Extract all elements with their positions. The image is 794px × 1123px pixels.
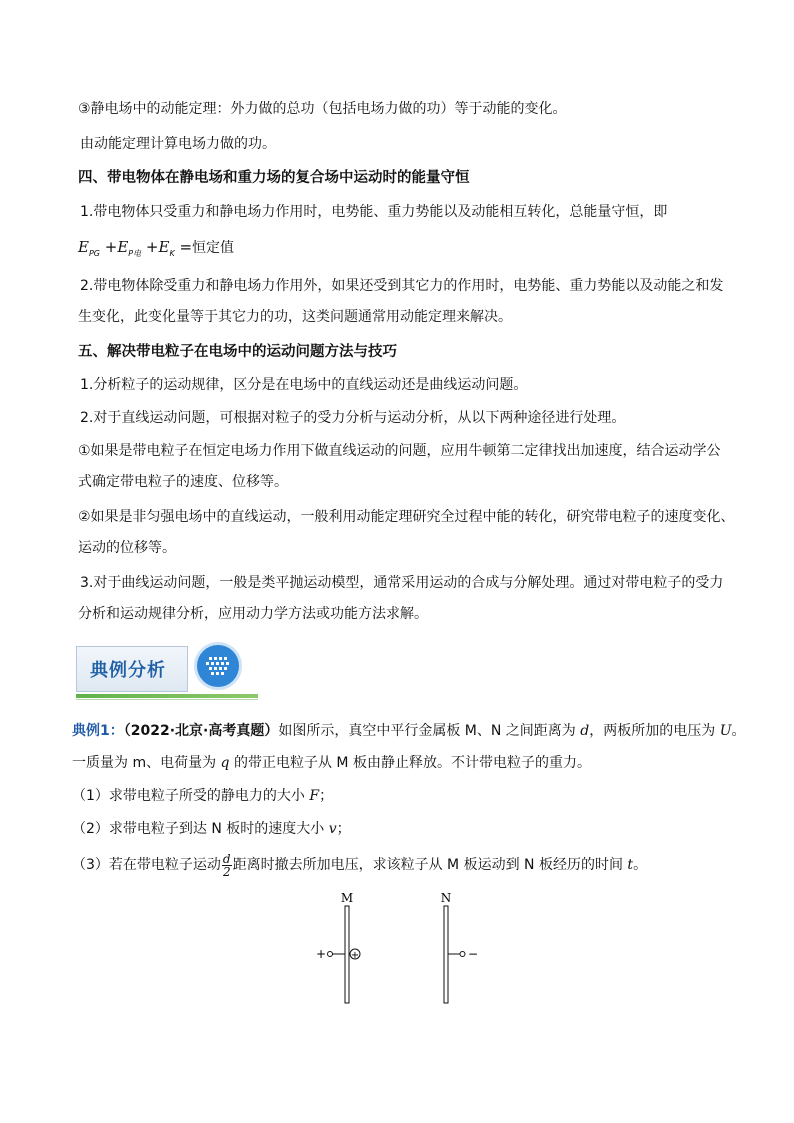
- text-line: 1.分析粒子的运动规律，区分是在电场中的直线运动还是曲线运动问题。: [80, 377, 528, 393]
- example-label: 典例1：: [72, 723, 124, 739]
- terminal-m: [328, 952, 333, 957]
- text-line: 3.对于曲线运动问题，一般是类平抛运动模型，通常采用运动的合成与分解处理。通过对带电粒子的受力: [80, 575, 724, 591]
- terminal-n: [460, 952, 465, 957]
- text-line: ③静电场中的动能定理：外力做的总功（包括电场力做的功）等于动能的变化。: [78, 101, 567, 117]
- question-2: （2）求带电粒子到达 N 板时的速度大小 v；: [72, 821, 351, 837]
- text-line: 由动能定理计算电场力做的功。: [80, 136, 276, 152]
- text-line: ②如果是非匀强电场中的直线运动，一般利用动能定理研究全过程中能的转化，研究带电粒子的速度变化、: [78, 509, 735, 525]
- minus-terminal-sign: −: [468, 947, 479, 961]
- formula-label: 恒定值: [192, 240, 235, 256]
- fraction: $\frac{d}{2}$: [222, 851, 231, 879]
- plate-n: [444, 906, 448, 1003]
- text-line: 1.带电物体只受重力和静电场力作用时，电势能、重力势能以及动能相互转化，总能量守恒，即: [80, 204, 668, 220]
- section-heading-4: 四、带电物体在静电场和重力场的复合场中运动时的能量守恒: [78, 170, 470, 186]
- grid-dots-icon: [194, 642, 242, 690]
- text-line: 式确定带电粒子的速度、位移等。: [78, 474, 288, 490]
- text-line: 2.对于直线运动问题，可根据对粒子的受力分析与运动分析，从以下两种途径进行处理。: [80, 410, 626, 426]
- example-banner: [76, 640, 258, 702]
- question-1: （1）求带电粒子所受的静电力的大小 F；: [72, 788, 334, 804]
- section-heading-5: 五、解决带电粒子在电场中的运动问题方法与技巧: [78, 344, 397, 360]
- text-line: ①如果是带电粒子在恒定电场力作用下做直线运动的问题，应用牛顿第二定律找出加速度，结合运动学公: [78, 443, 721, 459]
- plate-n-label: N: [440, 891, 452, 905]
- plate-m-label: M: [340, 891, 354, 905]
- banner-underline: [76, 694, 258, 698]
- particle-charge-sign: +: [350, 950, 360, 961]
- example-source: （2022·北京·高考真题）: [123, 723, 279, 739]
- banner-underline-thin: [76, 699, 258, 700]
- plus-terminal-sign: +: [316, 947, 327, 961]
- text-line: 生变化，此变化量等于其它力的功，这类问题通常用动能定理来解决。: [78, 309, 512, 325]
- energy-formula: $E_{PG} +E_{P电} +E_K$ =恒定值: [78, 238, 235, 258]
- question-3: （3）若在带电粒子运动 $\frac{d}{2}$ 距离时撤去所加电压，求该粒子从 M 板运动到 N 板经历的时间 t。: [72, 851, 648, 879]
- text-line: 分析和运动规律分析，应用动力学方法或功能方法求解。: [78, 606, 428, 622]
- example-intro: 典例1：（2022·北京·高考真题）如图所示，真空中平行金属板 M、N 之间距离为 d，两板所加的电压为 U。: [72, 723, 746, 739]
- text-line: 2.带电物体除受重力和静电场力作用外，如果还受到其它力的作用时，电势能、重力势能以及动能之和发: [80, 278, 724, 294]
- grid-dots-graphic: [197, 645, 239, 687]
- banner-title: 典例分析: [90, 660, 166, 681]
- plate-m: [345, 906, 349, 1003]
- example-text: 一质量为 m、电荷量为 q 的带正电粒子从 M 板由静止释放。不计带电粒子的重力。: [72, 755, 591, 771]
- text-line: 运动的位移等。: [78, 540, 176, 556]
- capacitor-diagram: [300, 880, 500, 1010]
